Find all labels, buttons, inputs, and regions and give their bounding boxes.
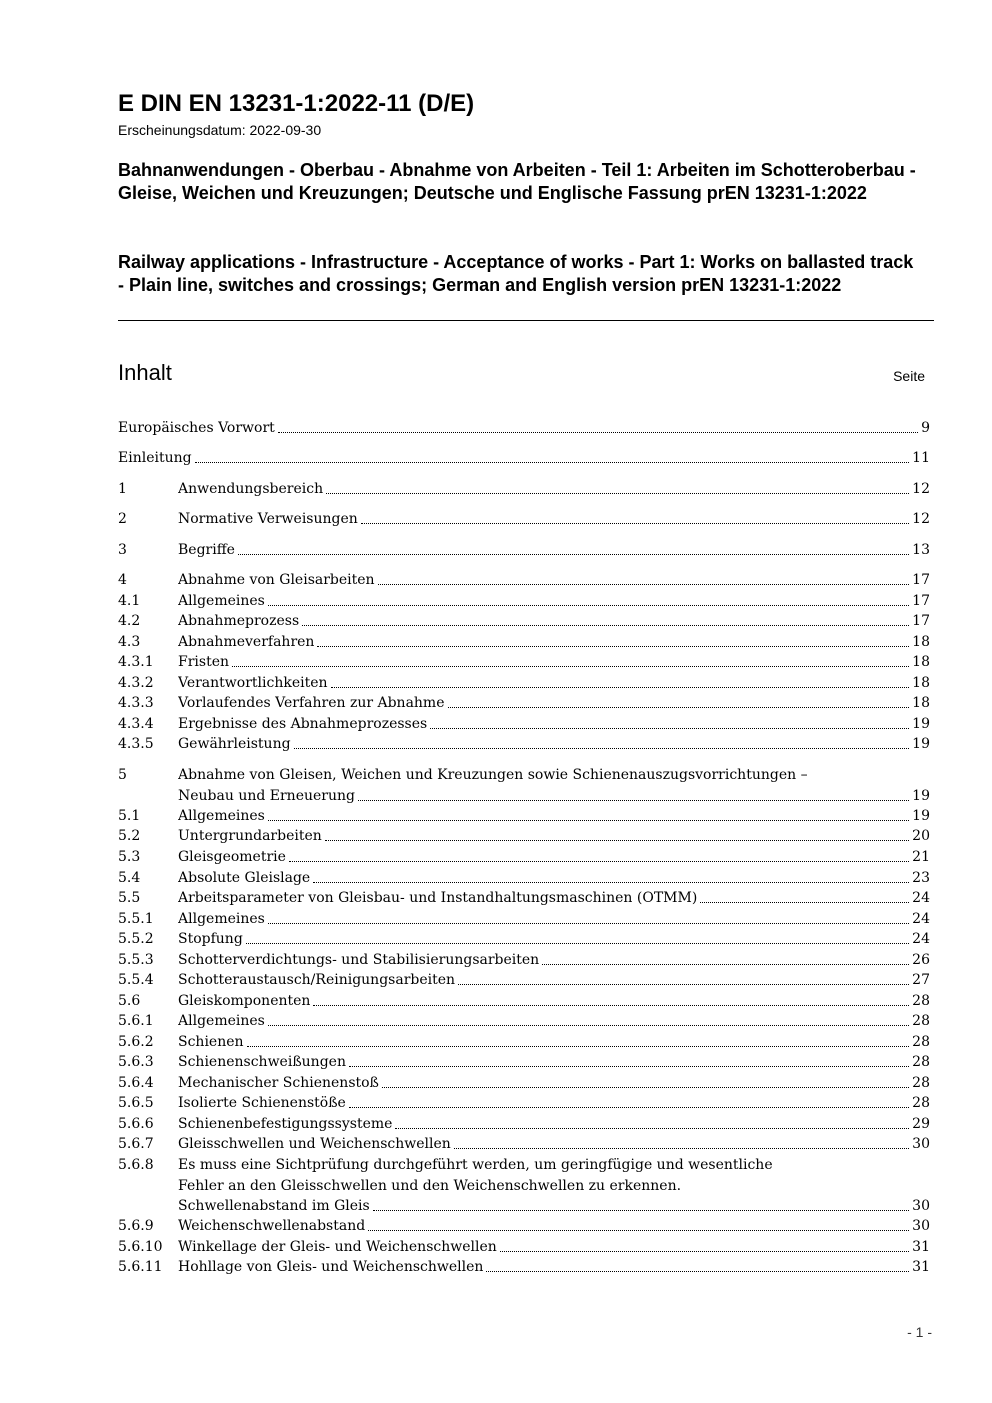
toc-entry-page: 31 [912,1239,930,1255]
toc-leader-dots [326,493,909,494]
toc-entry-page: 18 [912,654,930,670]
toc-leader-dots [500,1251,909,1252]
toc-entry-page: 27 [912,972,930,988]
toc-leader-dots [313,1005,909,1006]
toc-entry[interactable] [118,1032,930,1052]
title-german: Bahnanwendungen - Oberbau - Abnahme von Arbeiten - Teil 1: Arbeiten im Schotteroberbau - Gleise, Weichen und Kreuzungen; Deutsche und Englische Fassung prEN 13231-1:2022 [118,160,916,203]
toc-entry-line [178,673,930,693]
toc-entry-line [178,693,930,713]
toc-entry-page: 13 [912,542,930,558]
toc-entry-title: Allgemeines [178,911,265,927]
toc-entry-line [178,909,930,929]
toc-entry[interactable] [118,847,930,867]
toc-entry-page: 19 [912,808,930,824]
toc-entry-page: 30 [912,1198,930,1214]
toc-entry-page: 11 [912,450,930,466]
toc-entry[interactable] [118,479,930,499]
toc-entry-page: 24 [912,890,930,906]
toc-entry-line [178,591,930,611]
toc-leader-dots [395,1128,909,1129]
toc-entry-line [178,1257,930,1277]
toc-leader-dots [278,432,918,433]
toc-entry-page: 18 [912,695,930,711]
toc-entry-line [178,786,930,806]
toc-entry-line [178,1032,930,1052]
toc-entry[interactable] [118,673,930,693]
toc-entry-line [178,1155,930,1175]
toc-entry[interactable] [118,1052,930,1072]
toc-leader-dots [349,1107,909,1108]
toc-entry[interactable] [118,970,930,990]
toc-entry-title: Europäisches Vorwort [118,420,275,436]
toc-entry-line [178,1052,930,1072]
toc-entry-number: 5.1 [118,808,141,824]
toc-leader-dots [289,861,909,862]
toc-entry-page: 18 [912,675,930,691]
toc-leader-dots [368,1230,909,1231]
toc-leader-dots [454,1148,909,1149]
toc-entry[interactable] [118,1155,930,1175]
toc-leader-dots [268,605,909,606]
toc-entry-line [178,1114,930,1134]
toc-entry-number: 5.4 [118,870,141,886]
toc-entry-page: 28 [912,1013,930,1029]
toc-entry-number: 5.6.4 [118,1075,154,1091]
toc-entry-line [118,418,930,438]
toc-entry-line [178,1176,930,1196]
toc-entry-page: 21 [912,849,930,865]
toc-entry-title: Absolute Gleislage [178,870,311,886]
toc-entry-page: 28 [912,1075,930,1091]
toc-leader-dots [247,1046,910,1047]
toc-entry-number: 4 [118,572,127,588]
toc-leader-dots [378,584,910,585]
toc-entry-title: Allgemeines [178,808,265,824]
toc-entry-title: Anwendungsbereich [178,481,324,497]
toc-leader-dots [382,1087,909,1088]
toc-entry-line [178,632,930,652]
toc-entry-page: 26 [912,952,930,968]
toc-leader-dots [430,728,909,729]
toc-entry-number: 5.6.1 [118,1013,154,1029]
toc-leader-dots [361,523,909,524]
toc-entry-page: 12 [912,481,930,497]
toc-leader-dots [268,1025,909,1026]
toc-entry-title: Vorlaufendes Verfahren zur Abnahme [178,695,445,711]
toc-leader-dots [317,646,909,647]
toc-entry-page: 31 [912,1259,930,1275]
toc-entry-line [178,1093,930,1113]
toc-entry-page: 12 [912,511,930,527]
toc-leader-dots [268,820,909,821]
toc-entry-title: Abnahme von Gleisen, Weichen und Kreuzungen sowie Schienenauszugsvorrichtungen – [178,767,808,783]
toc-leader-dots [700,902,909,903]
toc-entry-page: 24 [912,931,930,947]
toc-entry-line [178,1134,930,1154]
toc-entry-page: 18 [912,634,930,650]
toc-leader-dots [331,687,910,688]
toc-entry-line [178,1237,930,1257]
toc-entry-number: 4.3 [118,634,141,650]
toc-entry-line [178,652,930,672]
toc-entry[interactable] [118,1237,930,1257]
toc-leader-dots [448,707,910,708]
toc-entry-line [178,826,930,846]
toc-leader-dots [246,943,909,944]
toc-entry-continuation [118,1196,930,1216]
toc-entry-number: 3 [118,542,127,558]
toc-entry-line [178,868,930,888]
toc-entry-title: Gleisgeometrie [178,849,286,865]
toc-entry-number: 4.3.4 [118,716,154,732]
toc-entry-title: Fristen [178,654,229,670]
toc-entry[interactable] [118,714,930,734]
document-id: E DIN EN 13231-1:2022-11 (D/E) [118,90,475,117]
page-number: - 1 - [907,1324,932,1340]
toc-entry-line [178,1196,930,1216]
toc-entry-title: Weichenschwellenabstand [178,1218,366,1234]
toc-leader-dots [268,923,909,924]
toc-leader-dots [358,800,909,801]
toc-entry-number: 5.6.10 [118,1239,163,1255]
toc-entry-title: Begriffe [178,542,235,558]
toc-entry[interactable] [118,765,930,785]
toc-entry-line [178,847,930,867]
toc-entry-number: 4.3.2 [118,675,154,691]
toc-entry-page: 23 [912,870,930,886]
toc-entry-number: 5 [118,767,127,783]
toc-entry-title: Ergebnisse des Abnahmeprozesses [178,716,428,732]
toc-entry-number: 5.2 [118,828,141,844]
toc-entry-number: 5.5.2 [118,931,154,947]
toc-page-column-label: Seite [893,368,925,384]
toc-entry[interactable] [118,1093,930,1113]
toc-entry-page: 28 [912,1034,930,1050]
toc-leader-dots [232,666,909,667]
toc-entry-title: Abnahmeprozess [178,613,300,629]
toc-entry-line [178,509,930,529]
toc-entry[interactable] [118,991,930,1011]
toc-entry-title: Mechanischer Schienenstoß [178,1075,379,1091]
toc-entry-line [178,570,930,590]
toc-entry-title-continued: Neubau und Erneuerung [178,787,355,804]
toc-entry[interactable] [118,693,930,713]
toc-entry-line [178,479,930,499]
toc-entry-title: Einleitung [118,450,192,466]
toc-entry-page: 19 [912,736,930,752]
toc-entry-page: 20 [912,828,930,844]
toc-entry-title: Schienenbefestigungssysteme [178,1116,393,1132]
toc-entry-page: 29 [912,1116,930,1132]
toc-entry[interactable] [118,950,930,970]
toc-leader-dots [458,984,909,985]
toc-entry-number: 5.5.4 [118,972,154,988]
toc-entry-page: 28 [912,993,930,1009]
toc-entry-number: 1 [118,481,127,497]
toc-entry[interactable] [118,611,930,631]
toc-entry[interactable] [118,448,930,468]
toc-entry-number: 5.6.8 [118,1157,154,1173]
title-english: Railway applications - Infrastructure - Acceptance of works - Part 1: Works on ballasted track - Plain line, switches and crossings; German and English version prEN 13231-1:2022 [118,252,914,295]
toc-entry-title: Allgemeines [178,1013,265,1029]
toc-entry-number: 5.5.1 [118,911,154,927]
toc-entry-page: 17 [912,613,930,629]
toc-leader-dots [195,462,910,463]
toc-entry-page: 28 [912,1054,930,1070]
toc-entry-title: Schotteraustausch/Reinigungsarbeiten [178,972,456,988]
toc-entry-title: Abnahmeverfahren [178,634,315,650]
toc-entry-line [178,1073,930,1093]
toc-leader-dots [373,1210,909,1211]
toc-entry[interactable] [118,929,930,949]
toc-entry-line [178,611,930,631]
toc-entry-number: 5.6.3 [118,1054,154,1070]
toc-entry[interactable] [118,509,930,529]
toc-entry-title: Schienenschweißungen [178,1054,346,1070]
toc-entry-number: 2 [118,511,127,527]
toc-entry-line [178,888,930,908]
toc-entry-number: 4.1 [118,593,141,609]
toc-entry-title: Untergrundarbeiten [178,828,322,844]
toc-entry[interactable] [118,868,930,888]
toc-entry-title: Gewährleistung [178,736,291,752]
toc-entry-page: 17 [912,572,930,588]
toc-entry-page: 17 [912,593,930,609]
publication-date: Erscheinungsdatum: 2022-09-30 [118,122,322,138]
toc-entry-page: 19 [912,716,930,732]
toc-entry-title: Isolierte Schienenstöße [178,1095,346,1111]
toc-entry-title: Allgemeines [178,593,265,609]
toc-entry-title: Verantwortlichkeiten [178,675,328,691]
toc-entry-title: Abnahme von Gleisarbeiten [178,572,375,588]
toc-entry-page: 30 [912,1136,930,1152]
toc-entry[interactable] [118,826,930,846]
toc-entry[interactable] [118,1134,930,1154]
toc-entry[interactable] [118,591,930,611]
toc-entry[interactable] [118,570,930,590]
toc-entry[interactable] [118,806,930,826]
toc-entry[interactable] [118,652,930,672]
toc-entry-page: 9 [921,420,930,436]
toc-entry-line [178,1216,930,1236]
toc-leader-dots [542,964,909,965]
toc-entry[interactable] [118,909,930,929]
toc-entry-page: 19 [912,787,930,804]
toc-entry-number: 4.3.1 [118,654,154,670]
toc-entry-line [178,929,930,949]
toc-entry-title: Gleiskomponenten [178,993,311,1009]
toc-entry-title: Winkellage der Gleis- und Weichenschwellen [178,1239,497,1255]
toc-entry-continuation [118,1176,930,1196]
toc-entry-title: Schotterverdichtungs- und Stabilisierungsarbeiten [178,952,540,968]
toc-entry-title: Es muss eine Sichtprüfung durchgeführt werden, um geringfügige und wesentliche [178,1157,773,1173]
toc-entry-title-continued: Fehler an den Gleisschwellen und den Weichenschwellen zu erkennen. [178,1177,682,1194]
toc-leader-dots [302,625,909,626]
toc-heading: Inhalt [118,360,172,385]
toc-entry-page: 30 [912,1218,930,1234]
toc-entry-title: Hohllage von Gleis- und Weichenschwellen [178,1259,484,1275]
toc-entry[interactable] [118,734,930,754]
toc-entry-line [178,970,930,990]
toc-entry-number: 5.6.9 [118,1218,154,1234]
toc-leader-dots [313,882,909,883]
toc-entry-title: Stopfung [178,931,243,947]
toc-entry[interactable] [118,540,930,560]
toc-entry-line [178,1011,930,1031]
toc-entry[interactable] [118,888,930,908]
toc-entry-number: 5.6 [118,993,141,1009]
toc-leader-dots [238,554,909,555]
toc-entry-number: 4.3.5 [118,736,154,752]
toc-entry[interactable] [118,632,930,652]
toc-entry-line [118,448,930,468]
toc-entry-number: 5.5.3 [118,952,154,968]
toc-entry-number: 5.5 [118,890,141,906]
toc-entry-title-continued: Schwellenabstand im Gleis [178,1198,370,1214]
toc-entry-title: Normative Verweisungen [178,511,358,527]
toc-entry-page: 24 [912,911,930,927]
title-divider [118,320,934,321]
toc-entry-number: 5.6.6 [118,1116,154,1132]
toc-entry-line [178,540,930,560]
toc-entry-number: 5.6.5 [118,1095,154,1111]
toc-entry-line [178,950,930,970]
toc-entry-line [178,734,930,754]
toc-entry-title: Arbeitsparameter von Gleisbau- und Instandhaltungsmaschinen (OTMM) [178,890,698,906]
toc-entry-line [178,714,930,734]
toc-entry-continuation [118,786,930,806]
toc-entry-line [178,806,930,826]
toc-entry-page: 28 [912,1095,930,1111]
toc-entry-number: 5.3 [118,849,141,865]
toc-entry-number: 5.6.2 [118,1034,154,1050]
toc-entry-number: 5.6.11 [118,1259,163,1275]
toc-leader-dots [294,748,910,749]
toc-leader-dots [486,1271,909,1272]
toc-entry-line [178,991,930,1011]
toc-entry-number: 4.3.3 [118,695,154,711]
toc-entry-number: 5.6.7 [118,1136,154,1152]
toc-entry[interactable] [118,1257,930,1277]
toc-entry[interactable] [118,1216,930,1236]
toc-entry[interactable] [118,1011,930,1031]
toc-leader-dots [325,840,909,841]
toc-entry[interactable] [118,1073,930,1093]
toc-entry[interactable] [118,1114,930,1134]
toc-entry-number: 4.2 [118,613,141,629]
toc-entry-title: Gleisschwellen und Weichenschwellen [178,1136,451,1152]
toc-entry-line [178,765,930,785]
toc-leader-dots [349,1066,909,1067]
toc-entry-title: Schienen [178,1034,244,1050]
toc-entry[interactable] [118,418,930,438]
